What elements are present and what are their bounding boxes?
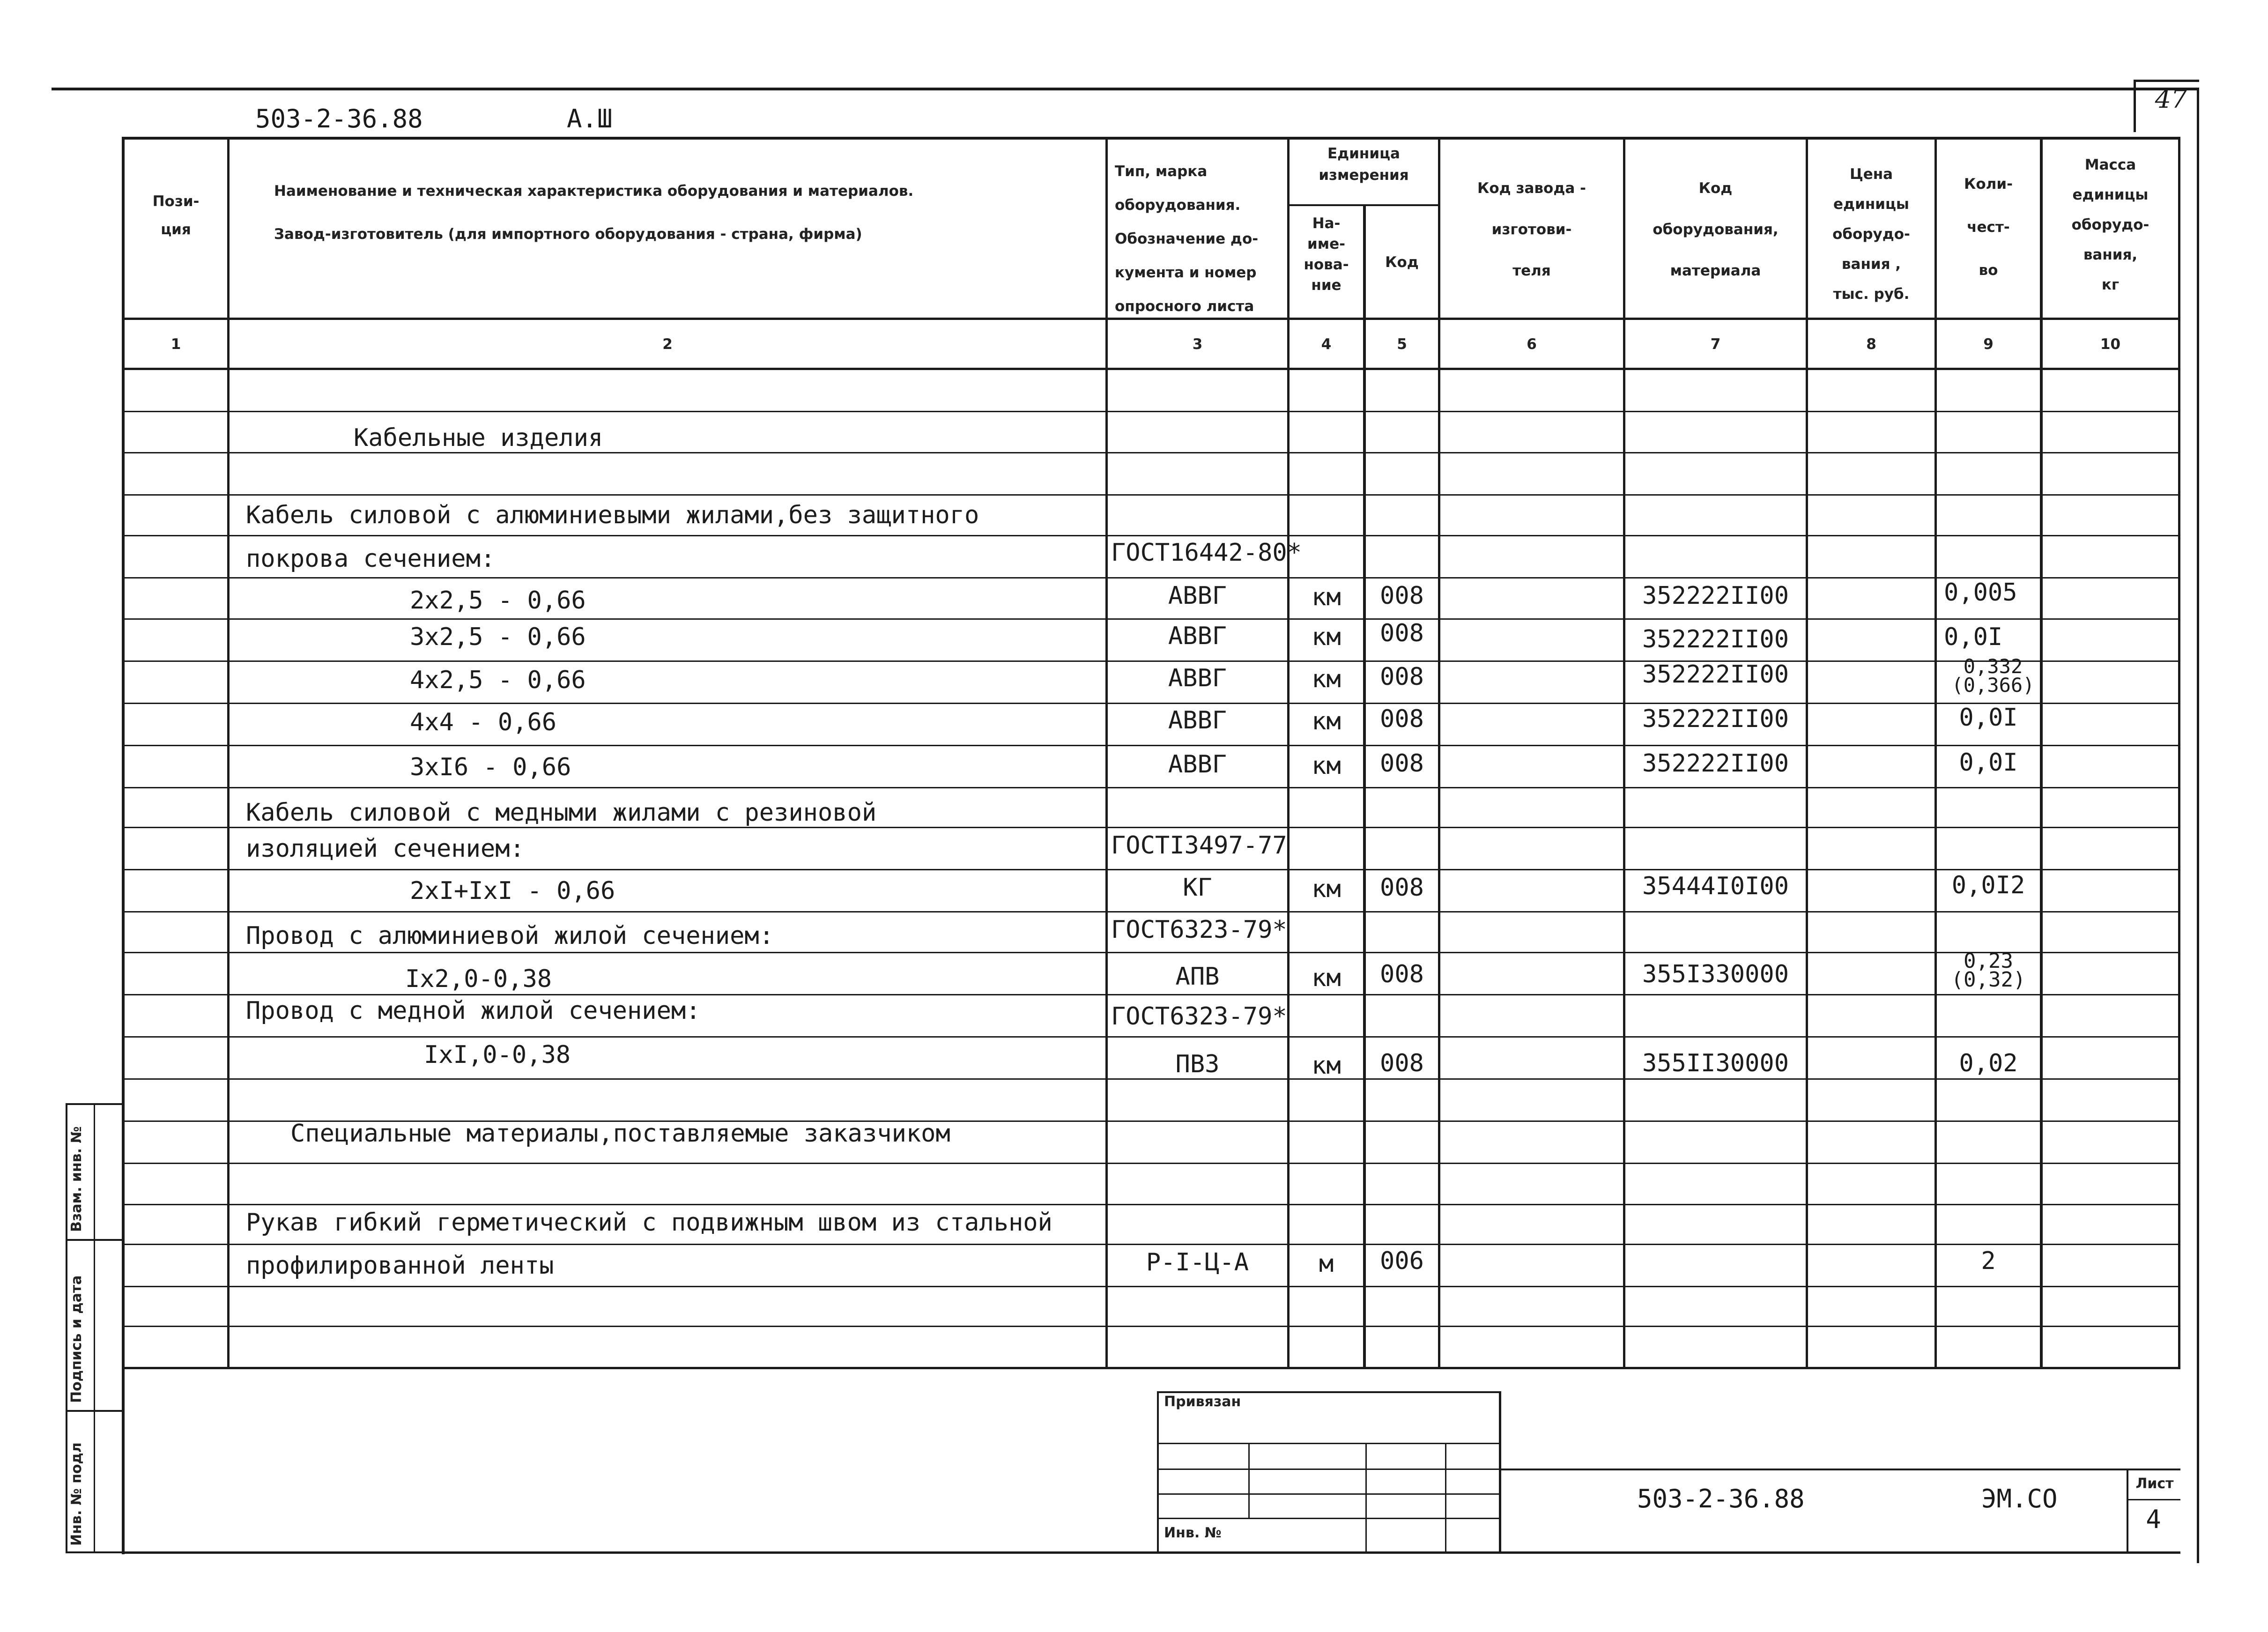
colnum-3: 3 [1192,336,1203,353]
table-row-4-qty: 0,0I [1944,623,2003,651]
table-row-4-type: АВВГ [1168,622,1227,650]
table-row-5-unit: км [1312,665,1341,693]
table-row-14-type: ПВ3 [1175,1050,1220,1078]
stamp-inventory-original-label: Инв. № подл [68,1442,85,1546]
title-block-sheet-number: 4 [2146,1505,2161,1534]
table-row-12-unitcode: 008 [1380,960,1424,988]
table-row-5-unitcode: 008 [1380,663,1424,691]
header-col-mass: Масса единицы оборудо- вания, кг [2071,156,2149,293]
table-row-12-type: АПВ [1175,963,1220,991]
table-row-16-name: Рукав гибкий герметический с подвижным швом из стальной [246,1209,1052,1237]
table-row-0-name: Кабельные изделия [354,424,603,452]
header-col-price: Цена единицы оборудо- вания , тыс. руб. [1832,166,1910,303]
header-col-unit-code: Код [1385,254,1419,271]
table-row-7-type: АВВГ [1168,750,1227,779]
table-row-6-code: 352222II00 [1642,705,1789,733]
table-row-8-name: Кабель силовой с медными жилами с резиновой [246,799,877,827]
table-row-6-unitcode: 008 [1380,705,1424,733]
colnum-6: 6 [1527,336,1537,353]
table-row-10-type: КГ [1183,874,1212,902]
table-row-14-unitcode: 008 [1380,1049,1424,1077]
header-unit-group: Единица измерения [1319,145,1409,184]
table-row-13-type: ГОСТ6323-79* [1111,1002,1287,1031]
table-row-13-name: Провод с медной жилой сечением: [246,997,701,1025]
table-row-11-type: ГОСТ6323-79* [1111,916,1287,944]
section-mark-top: А.Ш [567,104,613,134]
table-row-2-name: покрова сечением: [246,545,496,573]
title-block-sheet-label: Лист [2135,1476,2174,1492]
header-col-unit-name: На- име- нова- ние [1304,215,1349,294]
table-row-17-type: Р-I-Ц-А [1146,1248,1249,1276]
table-row-7-name: 3хI6 - 0,66 [410,753,571,781]
table-row-7-unitcode: 008 [1380,749,1424,778]
table-row-15-name: Специальные материалы,поставляемые заказчиком [290,1120,950,1148]
title-block-doc-code: 503-2-36.88 [1637,1484,1805,1513]
doc-code-top: 503-2-36.88 [255,104,423,134]
table-row-12-name: Iх2,0-0,38 [405,965,552,993]
table-row-10-name: 2хI+IхI - 0,66 [410,877,615,905]
header-col-position: Пози- ция [152,193,200,238]
colnum-9: 9 [1983,336,1994,353]
colnum-2: 2 [662,336,673,353]
table-row-9-type: ГОСТI3497-77 [1111,831,1287,860]
table-row-12-qty: 0,23 (0,32) [1951,949,2026,992]
table-row-14-qty: 0,02 [1959,1049,2018,1077]
table-row-14-name: IхI,0-0,38 [424,1041,571,1069]
table-row-5-qty: 0,332 (0,366) [1951,655,2035,697]
table-row-3-qty: 0,005 [1944,579,2017,607]
stamp-replacement-inv-label: Взам. инв. № [68,1126,85,1232]
table-row-3-unit: км [1312,583,1341,611]
header-col-name: Наименование и техническая характеристика оборудования и материалов. Завод-изготовитель (для импортного оборудования - страна, фирма) [274,183,914,243]
colnum-4: 4 [1321,336,1332,353]
table-row-11-name: Провод с алюминиевой жилой сечением: [246,922,774,950]
table-row-12-unit: км [1312,964,1341,992]
table-row-6-type: АВВГ [1168,706,1227,734]
table-row-7-qty: 0,0I [1959,749,2018,777]
header-col-quantity: Коли- чест- во [1964,176,2013,279]
colnum-10: 10 [2100,336,2121,353]
table-row-4-unit: км [1312,623,1341,651]
header-col-equipment-code: Код оборудования, материала [1653,180,1779,279]
header-col-factory-code: Код завода - изготови- теля [1477,180,1586,279]
table-row-6-name: 4х4 - 0,66 [410,708,557,736]
table-row-14-unit: км [1312,1052,1341,1080]
table-row-17-unitcode: 006 [1380,1247,1424,1275]
table-row-14-code: 355II30000 [1642,1049,1789,1077]
table-row-12-code: 355I330000 [1642,960,1789,988]
stamp-signature-date-label: Подпись и дата [68,1275,85,1403]
table-row-5-type: АВВГ [1168,664,1227,692]
table-row-17-qty: 2 [1981,1247,1996,1275]
colnum-1: 1 [170,336,181,353]
table-row-4-code: 352222II00 [1642,625,1789,653]
colnum-8: 8 [1866,336,1876,353]
table-row-10-qty: 0,0I2 [1951,871,2025,899]
table-row-3-name: 2х2,5 - 0,66 [410,586,586,615]
table-row-6-qty: 0,0I [1959,704,2018,732]
title-block-inv-label: Инв. № [1164,1525,1222,1541]
table-row-17-name: профилированной ленты [246,1252,554,1280]
table-row-2-type: ГОСТ16442-80* [1111,539,1302,567]
table-row-10-unitcode: 008 [1380,874,1424,902]
colnum-5: 5 [1397,336,1407,353]
table-row-7-unit: км [1312,752,1341,780]
table-row-10-unit: км [1312,875,1341,903]
table-row-17-unit: м [1319,1250,1334,1278]
table-row-5-name: 4х2,5 - 0,66 [410,666,586,694]
table-row-3-type: АВВГ [1168,582,1227,610]
table-row-3-unitcode: 008 [1380,582,1424,610]
table-row-4-unitcode: 008 [1380,619,1424,647]
table-row-3-code: 352222II00 [1642,582,1789,610]
table-row-5-code: 352222II00 [1642,660,1789,689]
title-block-mark: ЭМ.СО [1981,1484,2058,1513]
title-block-attached-label: Привязан [1164,1394,1241,1410]
table-row-4-name: 3х2,5 - 0,66 [410,623,586,651]
table-row-1-name: Кабель силовой с алюминиевыми жилами,без защитного [246,501,979,529]
table-row-7-code: 352222II00 [1642,749,1789,778]
table-row-9-name: изоляцией сечением: [246,835,525,863]
table-row-10-code: 35444I0I00 [1642,872,1789,900]
colnum-7: 7 [1710,336,1721,353]
header-col-type: Тип, марка оборудования. Обозначение до- кумента и номер опросного листа [1115,163,1259,315]
corner-page-number: 47 [2155,84,2187,114]
table-row-6-unit: км [1312,707,1341,735]
